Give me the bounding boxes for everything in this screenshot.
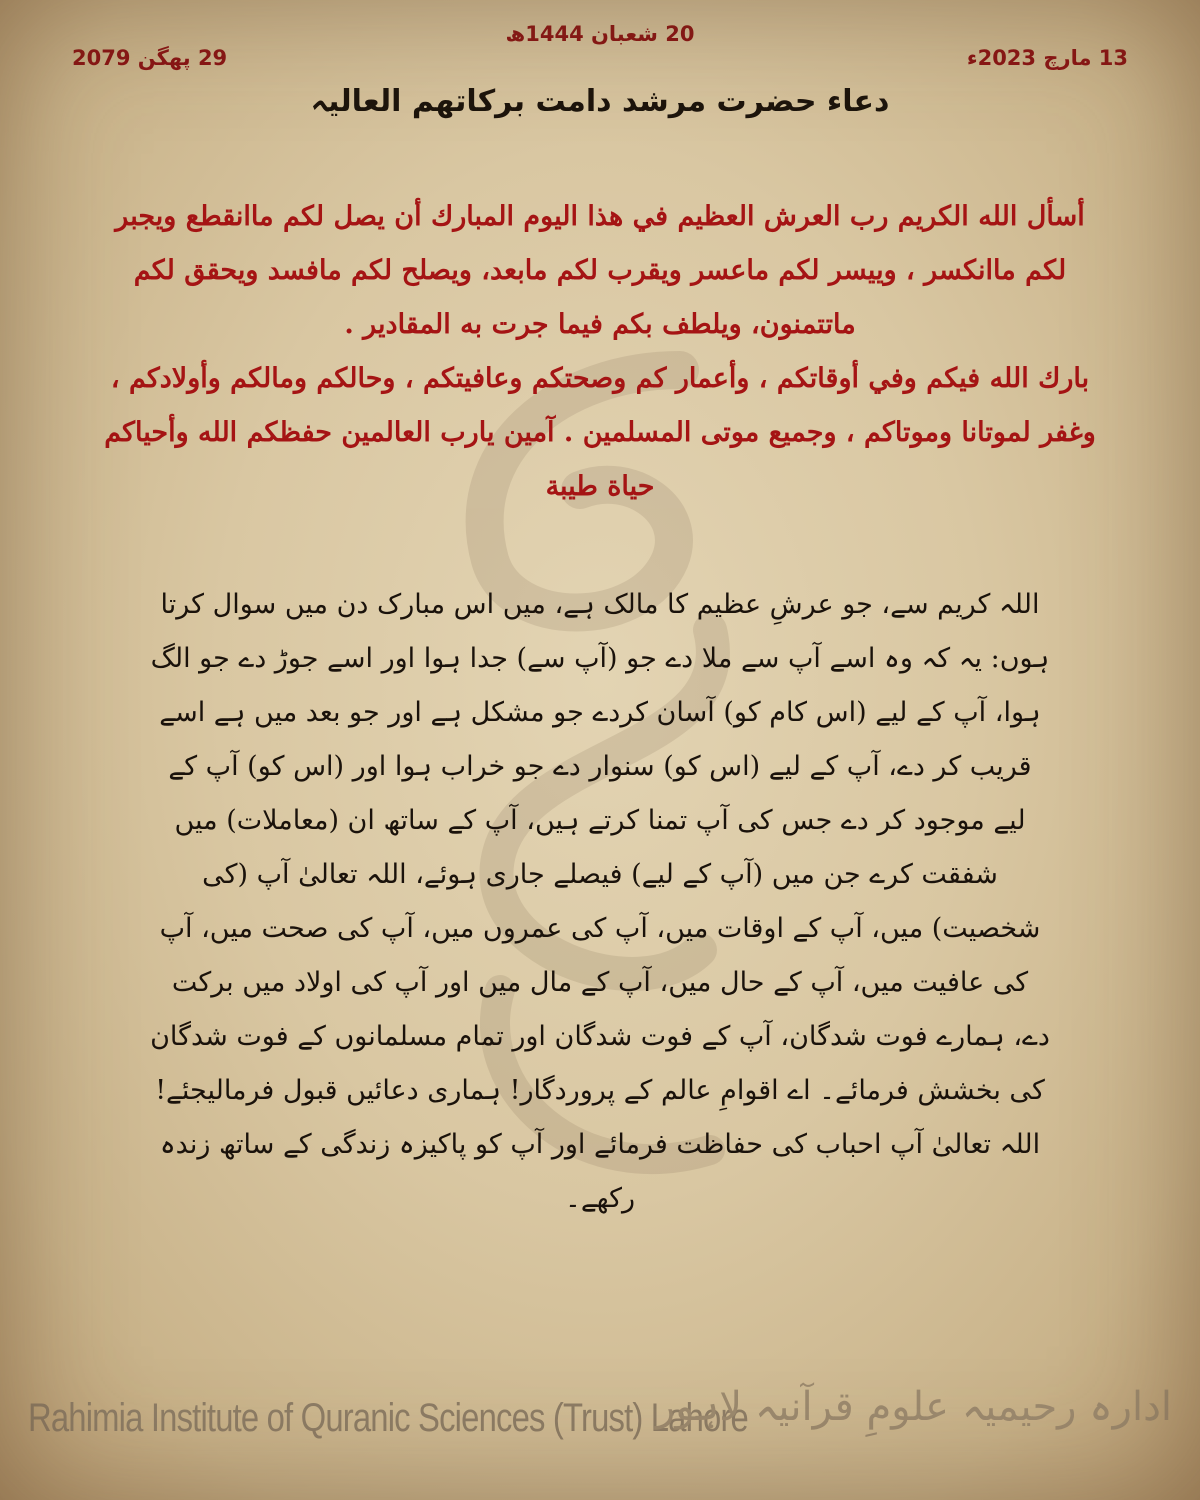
page-title: دعاء حضرت مرشد دامت برکاتھم العالیہ (310, 84, 890, 119)
gregorian-date: 13 مارچ 2023ء (966, 46, 1128, 70)
bikrami-date: 29 پھگن 2079 (72, 46, 228, 70)
arabic-paragraph-1: أسأل الله الكريم رب العرش العظيم في هذا اليوم المبارك أن يصل لكم ماانقطع ويجبر لكم ماانكسر ، وييسر لكم ماعسر ويقرب لكم مابعد، ويصلح لكم مافسد ويحقق لكم ماتتمنون، ويلطف بكم فيما جرت به المقادير . (115, 201, 1085, 340)
institute-calligraphy-logo: ادارہ رحیمیہ علومِ قرآنیہ لاہور (655, 1384, 1172, 1430)
arabic-prayer (100, 190, 1100, 514)
footer (28, 1380, 1172, 1470)
arabic-paragraph-2: بارك الله فيكم وفي أوقاتكم ، وأعمار كم وصحتكم وعافيتكم ، وحالكم ومالكم وأولادكم ، وغفر لموتانا وموتاكم ، وجميع موتى المسلمين . آمين يارب العالمين حفظكم الله وأحياكم حياة طيبة (104, 363, 1096, 502)
institute-name-english: Rahimia Institute of Quranic Sciences (Trust) Lahore (28, 1396, 748, 1440)
hijri-date: 20 شعبان 1444ھ (505, 22, 695, 46)
urdu-translation: اللہ کریم سے، جو عرشِ عظیم کا مالک ہے، میں اس مبارک دن میں سوال کرتا ہوں: یہ کہ وہ اسے آپ سے ملا دے جو (آپ سے) جدا ہوا اور اسے جوڑ دے جو الگ ہوا، آپ کے لیے (اس کام کو) آسان کردے جو مشکل ہے اور جو بعد میں ہے اسے قریب کر دے، آپ کے لیے (اس کو) سنوار دے جو خراب ہوا اور (اس کو) آپ کے لیے موجود کر دے جس کی آپ تمنا کرتے ہیں، آپ کے ساتھ ان (معاملات) میں شفقت کرے جن میں (آپ کے لیے) فیصلے جاری ہوئے، اللہ تعالیٰ آپ (کی شخصیت) میں، آپ کے اوقات میں، آپ کی عمروں میں، آپ کی صحت میں، آپ کی عافیت میں، آپ کے حال میں، آپ کے مال میں اور آپ کی اولاد میں برکت دے، ہمارے فوت شدگان، آپ کے فوت شدگان اور تمام مسلمانوں کے فوت شدگان کی بخشش فرمائے۔ اے اقوامِ عالم کے پروردگار! ہماری دعائیں قبول فرمالیجئے! اللہ تعالیٰ آپ احباب کی حفاظت فرمائے اور آپ کو پاکیزہ زندگی کے ساتھ زندہ رکھے۔ (150, 589, 1050, 1214)
